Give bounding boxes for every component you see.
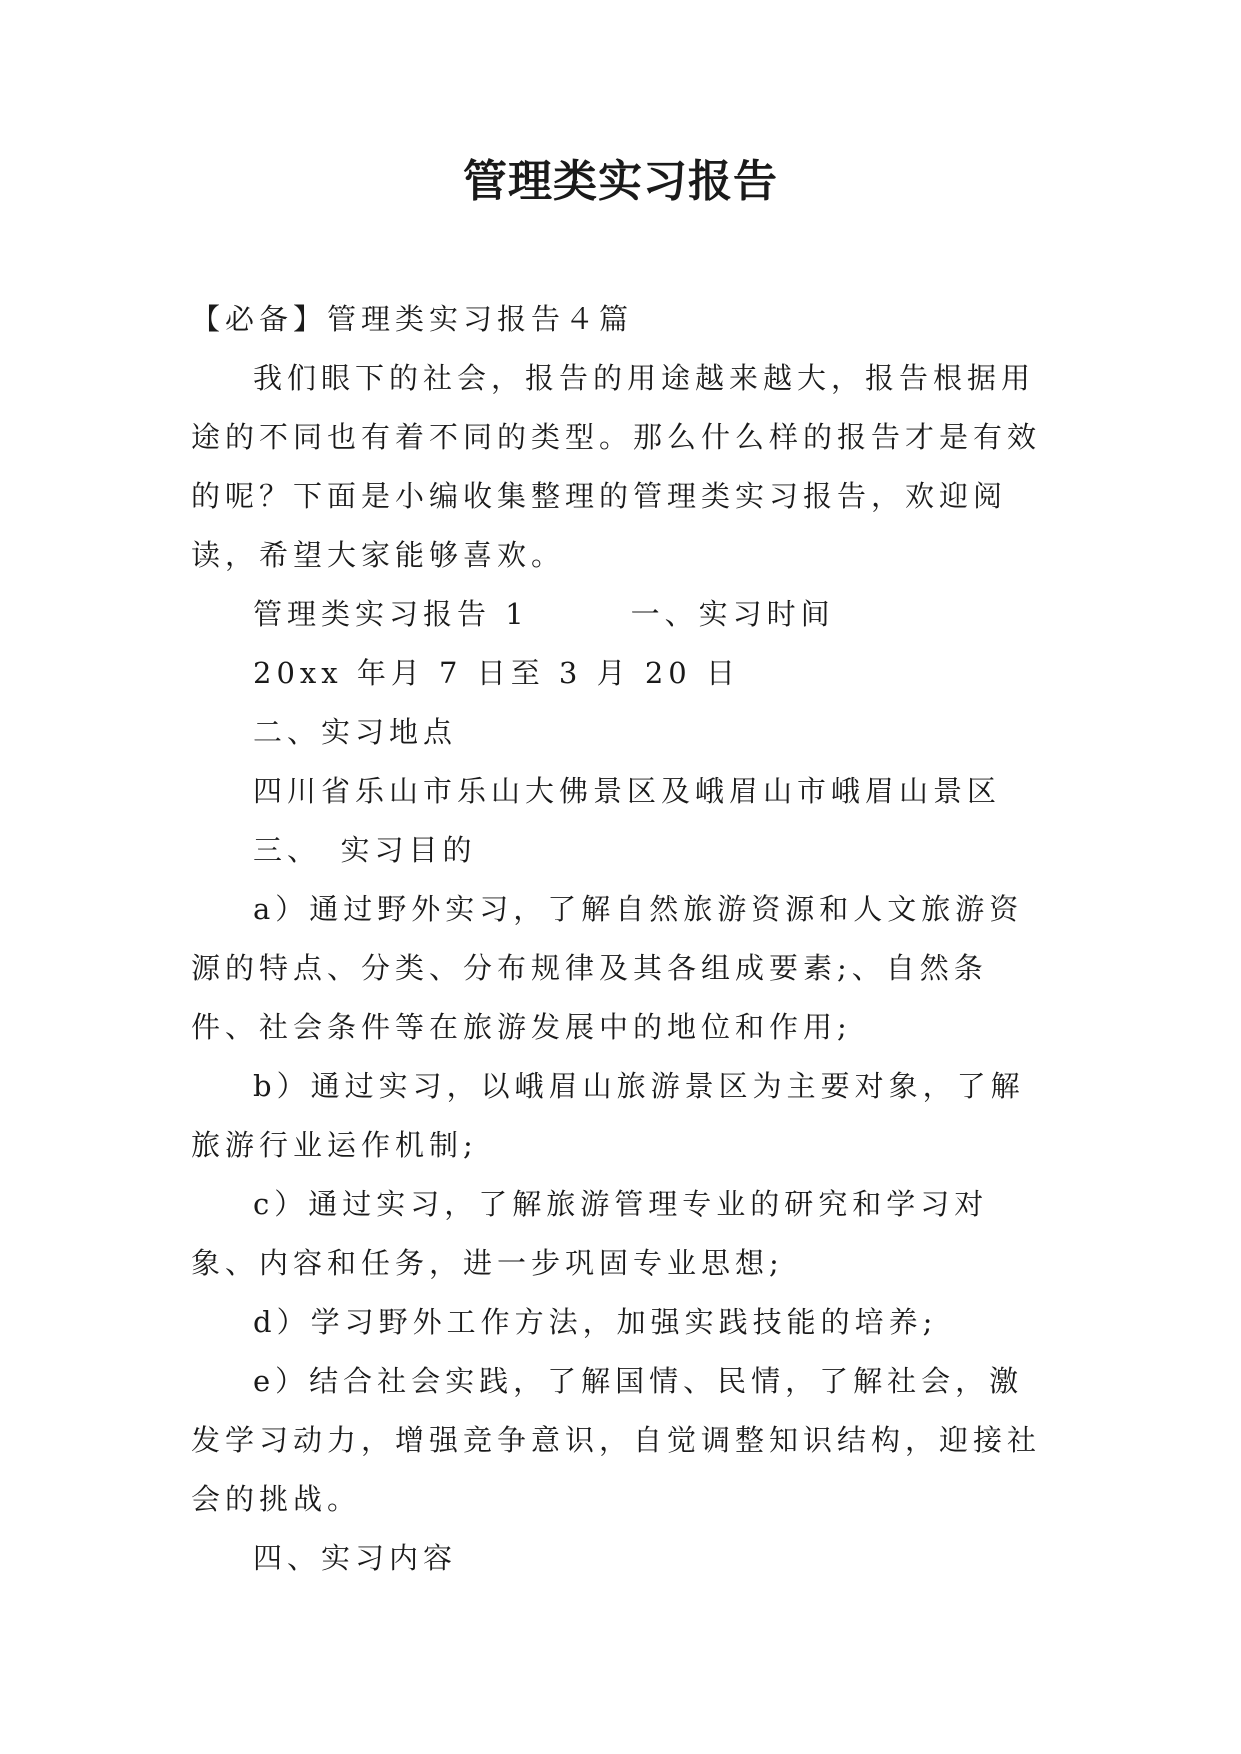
paragraph-subtitle: 【必备】管理类实习报告４篇: [191, 302, 634, 336]
purpose-item-a: a）通过野外实习，了解自然旅游资源和人文旅游资源的特点、分类、分布规律及其各组成要素;、自然条件、社会条件等在旅游发展中的地位和作用;: [191, 892, 1024, 1044]
section-heading-location: 二、实习地点: [253, 715, 458, 749]
document-body: [191, 290, 1051, 1588]
paragraph-intro: 我们眼下的社会，报告的用途越来越大，报告根据用途的不同也有着不同的类型。那么什么样的报告才是有效的呢？下面是小编收集整理的管理类实习报告，欢迎阅读，希望大家能够喜欢。: [191, 361, 1042, 572]
section-heading-purpose: 三、 实习目的: [253, 833, 477, 867]
purpose-item-b: b）通过实习，以峨眉山旅游景区为主要对象，了解旅游行业运作机制;: [191, 1069, 1025, 1162]
purpose-item-e: e）结合社会实践，了解国情、民情，了解社会，激发学习动力，增强竞争意识，自觉调整知识结构，迎接社会的挑战。: [191, 1364, 1042, 1516]
purpose-item-d: d）学习野外工作方法，加强实践技能的培养;: [253, 1305, 938, 1339]
paragraph-internship-dates: 20xx 年月 7 日至 3 月 20 日: [253, 656, 740, 690]
paragraph-report-1-heading: 管理类实习报告 1 一、实习时间: [253, 597, 835, 631]
document-title: 管理类实习报告: [463, 156, 778, 207]
paragraph-location: 四川省乐山市乐山大佛景区及峨眉山市峨眉山景区: [253, 774, 1002, 808]
section-heading-content: 四、实习内容: [253, 1541, 458, 1575]
purpose-item-c: c）通过实习，了解旅游管理专业的研究和学习对象、内容和任务，进一步巩固专业思想;: [191, 1187, 989, 1280]
